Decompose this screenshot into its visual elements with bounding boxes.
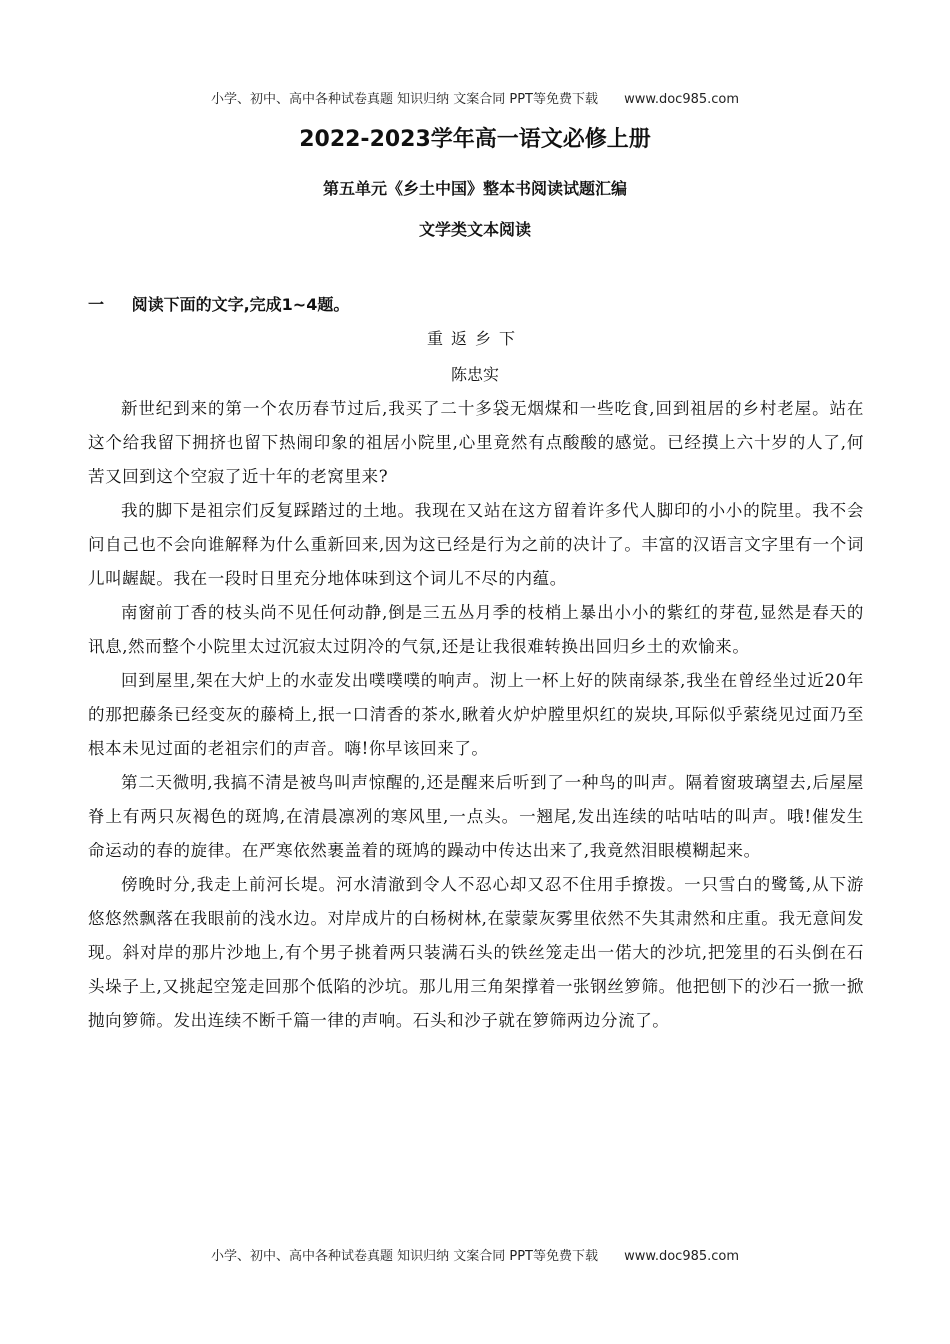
paragraph: 傍晚时分,我走上前河长堤。河水清澈到令人不忍心却又忍不住用手撩拨。一只雪白的鹭鸶,从下游悠悠然飘落在我眼前的浅水边。对岸成片的白杨树林,在蒙蒙灰雾里依然不失其肃然和庄重。我无意间发现。斜对岸的那片沙地上,有个男子挑着两只装满石头的铁丝笼走出一偌大的沙坑,把笼里的石头倒在石头垛子上,又挑起空笼走回那个低陷的沙坑。那儿用三角架撑着一张钢丝箩筛。他把刨下的沙石一掀一掀抛向箩筛。发出连续不断千篇一律的声响。石头和沙子就在箩筛两边分流了。 [88, 875, 864, 1030]
story-body [88, 392, 864, 1038]
question-heading [88, 292, 868, 315]
header-text: 小学、初中、高中各种试卷真题 知识归纳 文案合同 PPT等免费下载 [210, 92, 598, 107]
paragraph: 新世纪到来的第一个农历春节过后,我买了二十多袋无烟煤和一些吃食,回到祖居的乡村老屋。站在这个给我留下拥挤也留下热闹印象的祖居小院里,心里竟然有点酸酸的感觉。已经摸上六十岁的人了,何苦又回到这个空寂了近十年的老窝里来? [88, 399, 864, 486]
footer-text: 小学、初中、高中各种试卷真题 知识归纳 文案合同 PPT等免费下载 [210, 1249, 598, 1264]
paragraph: 第二天微明,我搞不清是被鸟叫声惊醒的,还是醒来后听到了一种鸟的叫声。隔着窗玻璃望去,后屋屋脊上有两只灰褐色的斑鸠,在清晨凛冽的寒风里,一点头。一翘尾,发出连续的咕咕咕的叫声。哦!催发生命运动的春的旋律。在严寒依然裹盖着的斑鸠的躁动中传达出来了,我竟然泪眼模糊起来。 [88, 773, 864, 860]
section-subtitle: 文学类文本阅读 [418, 220, 531, 239]
header-url[interactable]: www.doc985.com [624, 92, 740, 107]
page-footer [0, 1245, 950, 1264]
page-header [0, 88, 950, 107]
question-instruction: 阅读下面的文字,完成1~4题。 [131, 295, 350, 314]
paragraph: 回到屋里,架在大炉上的水壶发出噗噗噗的响声。沏上一杯上好的陕南绿茶,我坐在曾经坐过近20年的那把藤条已经变灰的藤椅上,抿一口清香的茶水,瞅着火炉炉膛里炽红的炭块,耳际似乎萦绕见过面乃至根本未见过面的老祖宗们的声音。嗨!你早该回来了。 [88, 671, 864, 758]
story-title: 重返乡下 [426, 329, 523, 348]
paragraph: 我的脚下是祖宗们反复踩踏过的土地。我现在又站在这方留着许多代人脚印的小小的院里。我不会问自己也不会向谁解释为什么重新回来,因为这已经是行为之前的决计了。丰富的汉语言文字里有一个词儿叫龌龊。我在一段时日里充分地体味到这个词儿不尽的内蕴。 [88, 501, 864, 588]
story-author: 陈忠实 [450, 365, 499, 384]
document-title: 2022-2023学年高一语文必修上册 [299, 127, 651, 152]
footer-url[interactable]: www.doc985.com [624, 1249, 740, 1264]
paragraph: 南窗前丁香的枝头尚不见任何动静,倒是三五丛月季的枝梢上暴出小小的紫红的芽苞,显然是春天的讯息,然而整个小院里太过沉寂太过阴冷的气氛,还是让我很难转换出回归乡土的欢愉来。 [88, 603, 864, 656]
unit-subtitle: 第五单元《乡土中国》整本书阅读试题汇编 [322, 179, 627, 198]
question-number: 一 [88, 295, 105, 314]
